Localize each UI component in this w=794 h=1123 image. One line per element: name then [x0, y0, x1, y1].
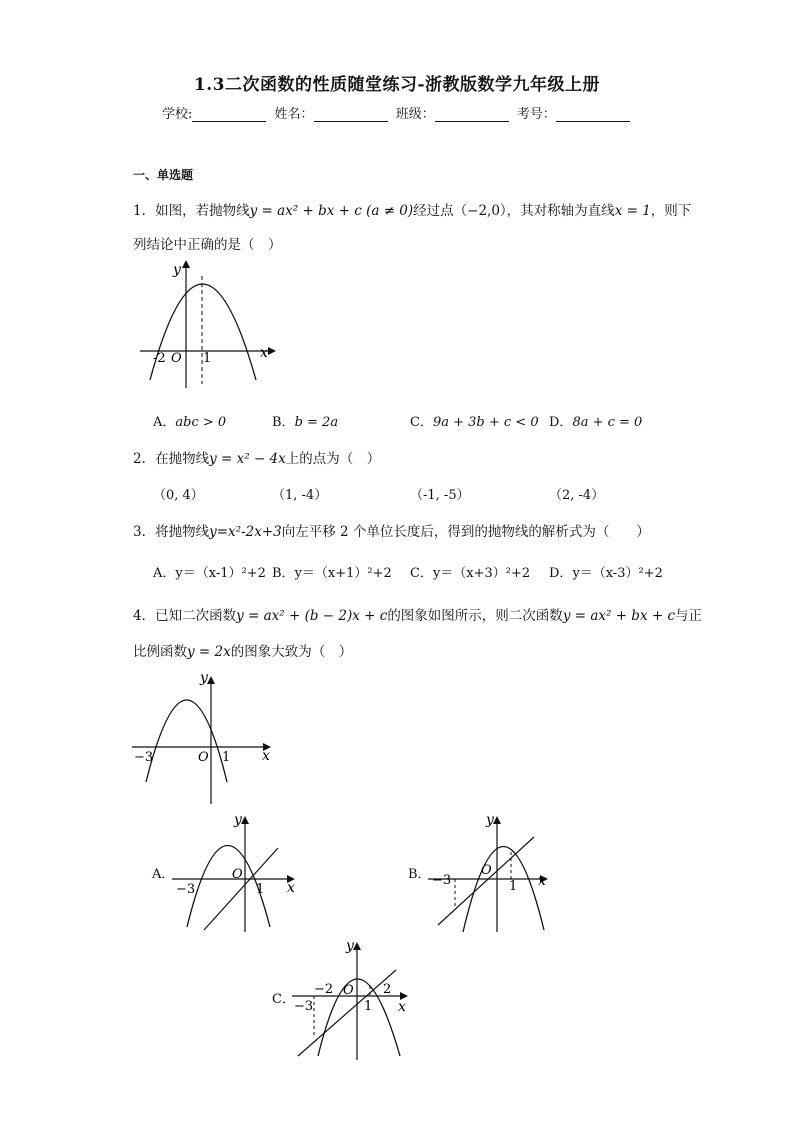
q1-text-post: ，则下	[650, 203, 692, 219]
q3-text-pre: 将抛物线	[155, 524, 210, 540]
q1-option-b-text: b = 2a	[294, 415, 339, 430]
q4b-parabola	[463, 846, 544, 932]
q2-number: 2．	[133, 451, 156, 467]
q3-option-c-text: y＝（x+3）²+2	[432, 566, 531, 581]
q1-y-arrow	[182, 260, 190, 268]
q1-option-b[interactable]	[272, 411, 338, 430]
q1-graph	[140, 258, 280, 388]
q4a-y-arrow	[241, 816, 249, 824]
q4-option-a-graph[interactable]	[172, 812, 302, 932]
q1-option-c-text: 9a + 3b + c < 0	[432, 415, 539, 430]
q4c-neg2-label: −2	[314, 982, 334, 997]
q2-option-b[interactable]: （1, -4）	[272, 488, 328, 503]
q4-y-arrow	[207, 676, 215, 684]
q3-option-c[interactable]	[410, 562, 530, 581]
q4b-neg3-label: −3	[432, 873, 452, 888]
q1-option-d[interactable]	[549, 411, 642, 430]
q4-neg3-label: −3	[134, 750, 154, 765]
q1-y-label: y	[173, 262, 181, 278]
q4-line2	[133, 640, 352, 660]
q1-line1	[133, 199, 691, 219]
exam-no-label: 考号：	[516, 107, 556, 122]
q3-option-d-text: y＝（x-3）²+2	[572, 566, 663, 581]
q4-x-label: x	[262, 748, 270, 764]
q3-option-a-text: y＝（x-1）²+2	[175, 566, 266, 581]
q4-origin-label: O	[198, 750, 209, 765]
q4c-y-label: y	[346, 938, 354, 954]
q4b-one-label: 1	[509, 879, 518, 894]
q4a-y-label: y	[234, 812, 242, 828]
q1-option-a-text: abc > 0	[175, 415, 227, 430]
q4-option-c-graph[interactable]	[292, 938, 422, 1060]
q3-option-c-label: C．	[410, 566, 433, 581]
q4c-neg3-label: −3	[294, 999, 314, 1014]
q1-option-a[interactable]	[153, 411, 226, 430]
q4-option-b-label[interactable]: B．	[408, 867, 431, 882]
q3-number: 3．	[133, 524, 156, 540]
q4-text-pre: 已知二次函数	[155, 608, 237, 624]
q4-text-post: 与正	[675, 608, 703, 624]
q2-formula: y = x² − 4x	[209, 451, 286, 467]
q4b-x-label: x	[538, 873, 546, 889]
q1-option-a-label: A．	[153, 415, 176, 430]
q4-graph	[130, 670, 280, 805]
q4-option-a-label[interactable]: A．	[152, 867, 175, 882]
q1-option-d-text: 8a + c = 0	[572, 415, 643, 430]
class-field	[435, 108, 509, 122]
q4-formula2: y = ax² + bx + c	[562, 608, 676, 624]
q3-option-d-label: D．	[549, 566, 573, 581]
q4c-origin-label: O	[343, 983, 354, 998]
q1-formula: y = ax² + bx + c (a ≠ 0)	[249, 203, 414, 219]
q4-option-c-label[interactable]: C．	[272, 992, 295, 1007]
q3-option-a-label: A．	[153, 566, 176, 581]
q4b-origin-label: O	[481, 863, 492, 878]
q4c-x-label: x	[398, 999, 406, 1015]
q1-number: 1．	[133, 203, 156, 219]
section-heading: 一、单选题	[133, 168, 194, 182]
q1-neg2-label: -2	[153, 351, 166, 366]
q3-line	[133, 520, 650, 540]
q1-option-c[interactable]	[410, 411, 539, 430]
q1-line2: 列结论中正确的是（ ）	[133, 237, 282, 253]
q4-line1	[133, 604, 702, 624]
q4b-y-label: y	[486, 812, 494, 828]
q2-line	[133, 447, 380, 467]
q4-formula1: y = ax² + (b − 2)x + c	[236, 608, 388, 624]
q1-text-pre: 如图，若抛物线	[155, 203, 250, 219]
q4-line2-pre: 比例函数	[133, 644, 187, 660]
student-info	[162, 103, 634, 122]
q3-option-d[interactable]	[549, 562, 663, 581]
q4b-line	[438, 837, 534, 925]
q2-text-pre: 在抛物线	[155, 451, 210, 467]
q1-axis: x = 1	[614, 203, 651, 219]
q3-formula: y=x²-2x+3	[209, 524, 282, 540]
q3-option-b-label: B．	[272, 566, 295, 581]
q2-text-post: 上的点为（ ）	[285, 451, 381, 467]
q1-x-arrow	[268, 347, 276, 355]
q4a-one-label: 1	[256, 882, 265, 897]
q1-option-d-label: D．	[549, 415, 573, 430]
q1-option-c-label: C．	[410, 415, 433, 430]
q1-origin-label: O	[171, 351, 182, 366]
q4c-y-arrow	[353, 942, 361, 950]
q4c-one-label: 1	[364, 999, 373, 1014]
q4-line2-post: 的图象大致为（ ）	[230, 644, 353, 660]
q1-text-mid: 经过点（−2,0），其对称轴为直线	[413, 203, 615, 219]
q4a-neg3-label: −3	[176, 882, 196, 897]
q4-option-b-graph[interactable]	[428, 812, 558, 932]
q4a-x-label: x	[287, 880, 295, 896]
q4a-origin-label: O	[232, 867, 243, 882]
q4-formula3: y = 2x	[187, 644, 231, 660]
exam-no-field	[556, 108, 630, 122]
q2-option-d[interactable]: （2, -4）	[549, 488, 605, 503]
q4b-y-arrow	[493, 816, 501, 824]
q1-one-label: 1	[203, 351, 212, 366]
page-title: 1.3二次函数的性质随堂练习-浙教版数学九年级上册	[193, 75, 601, 95]
q2-option-a[interactable]: （0, 4）	[153, 488, 204, 503]
school-label: 学校:	[162, 107, 193, 122]
name-field	[314, 108, 388, 122]
q3-option-a[interactable]	[153, 562, 266, 581]
school-field	[192, 108, 266, 122]
q3-option-b-text: y＝（x+1）²+2	[294, 566, 392, 581]
q1-x-label: x	[260, 345, 268, 361]
q3-option-b[interactable]	[272, 562, 392, 581]
q4-text-mid: 的图象如图所示，则二次函数	[387, 608, 563, 624]
name-label: 姓名：	[274, 107, 314, 122]
q1-option-b-label: B．	[272, 415, 295, 430]
q4c-two-label: 2	[383, 982, 392, 997]
q4-y-label: y	[200, 670, 208, 686]
q4-one-label: 1	[222, 750, 231, 765]
q2-option-c[interactable]: （-1, -5）	[410, 488, 470, 503]
q3-text-post: 向左平移 2 个单位长度后，得到的抛物线的解析式为（ ）	[281, 524, 650, 540]
class-label: 班级：	[395, 107, 435, 122]
q4-number: 4．	[133, 608, 156, 624]
q4-parabola	[146, 700, 227, 782]
